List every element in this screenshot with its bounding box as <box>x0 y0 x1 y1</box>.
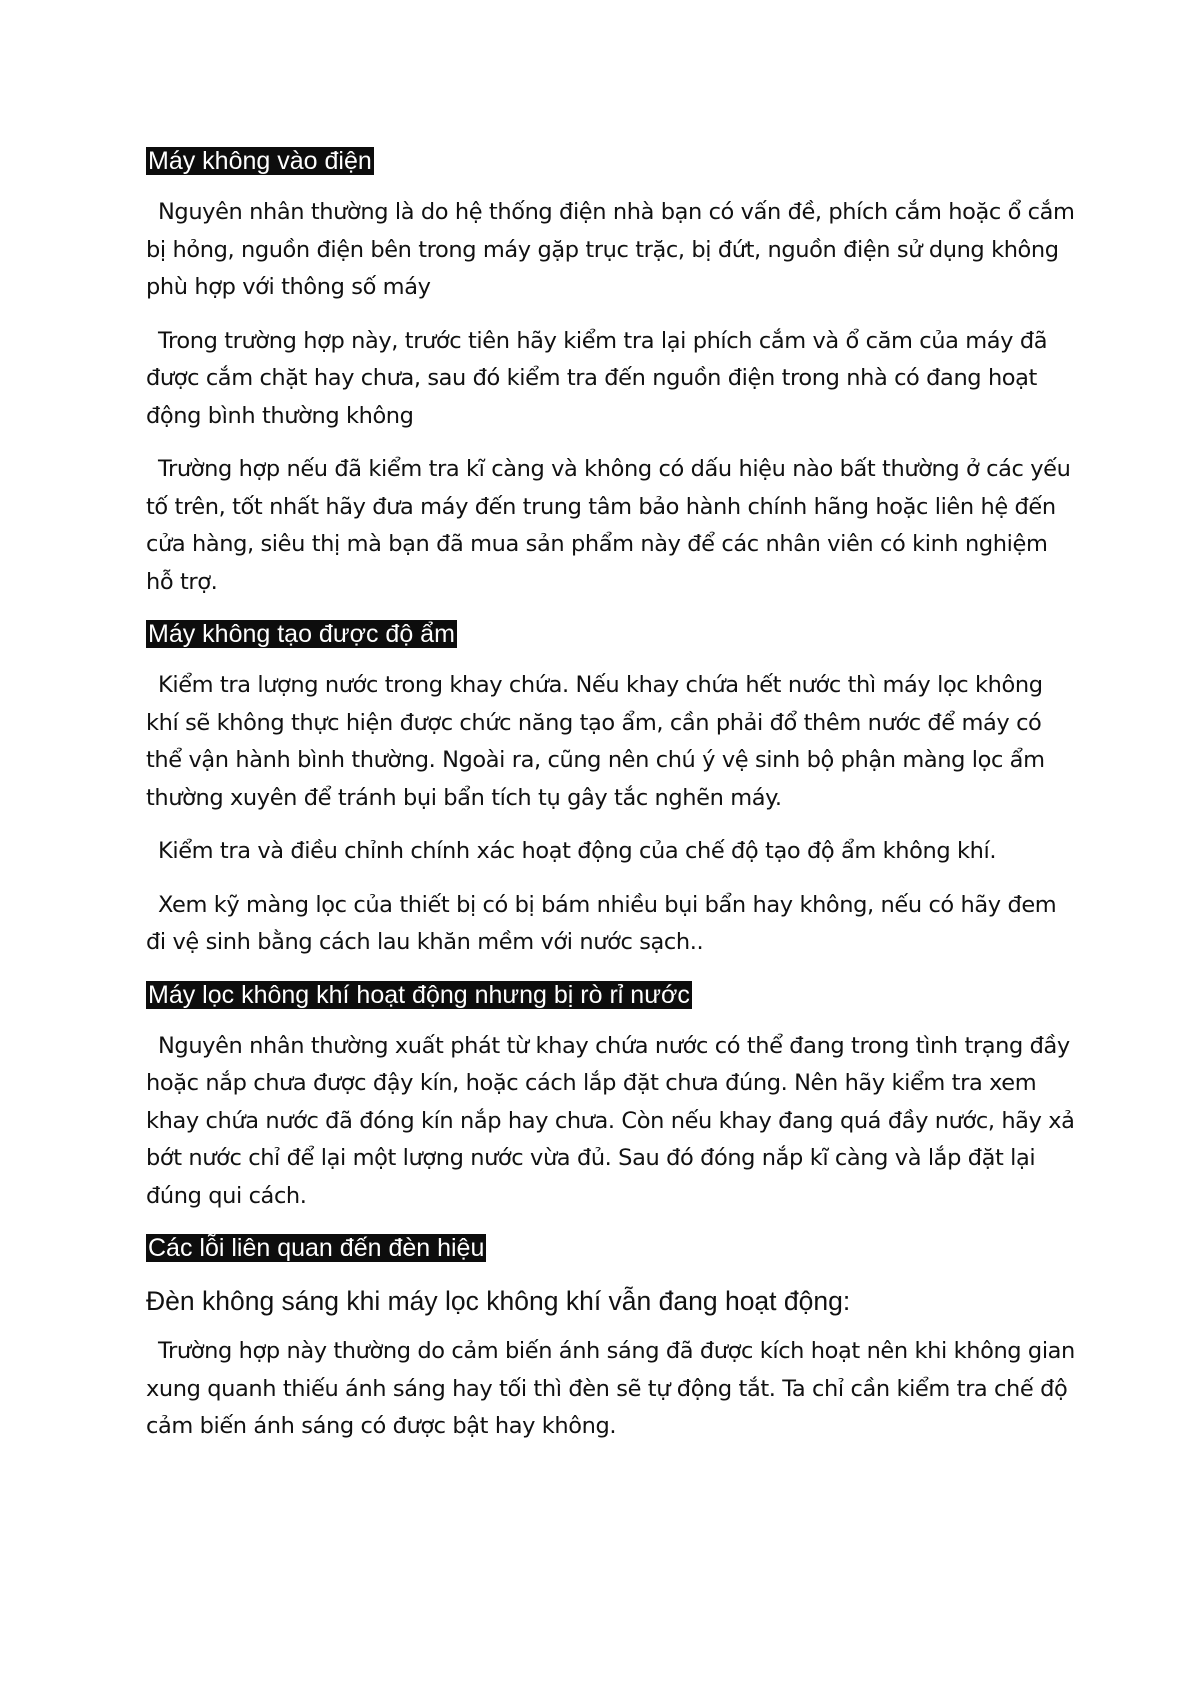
subheading: Đèn không sáng khi máy lọc không khí vẫn đang hoạt động: <box>146 1286 851 1316</box>
paragraph: Trong trường hợp này, trước tiên hãy kiểm tra lại phích cắm và ổ căm của máy đã được cắm chặt hay chưa, sau đó kiểm tra đến nguồn điện trong nhà có đang hoạt động bình thường không <box>146 327 1048 429</box>
paragraph: Nguyên nhân thường là do hệ thống điện nhà bạn có vấn đề, phích cắm hoặc ổ cắm bị hỏng, nguồn điện bên trong máy gặp trục trặc, bị đứt, nguồn điện sử dụng không phù hợp với thông số máy <box>146 199 1075 300</box>
section-heading-label: Máy không vào điện <box>148 147 372 175</box>
paragraph: Kiểm tra và điều chỉnh chính xác hoạt động của chế độ tạo độ ẩm không khí. <box>158 838 997 864</box>
section-heading-indicator-lights <box>146 1231 1076 1269</box>
section-heading-label: Máy không tạo được độ ẩm <box>148 620 455 648</box>
paragraph: Nguyên nhân thường xuất phát từ khay chứa nước có thể đang trong tình trạng đầy hoặc nắp chưa được đậy kín, hoặc cách lắp đặt chưa đúng. Nên hãy kiểm tra xem khay chứa nước đã đóng kín nắp hay chưa. Còn nếu khay đang quá đầy nước, hãy xả bớt nước chỉ để lại một lượng nước vừa đủ. Sau đó đóng nắp kĩ càng và lắp đặt lại đúng qui cách. <box>146 1032 1075 1209</box>
document-body <box>146 144 1076 1462</box>
section-heading-label: Các lỗi liên quan đến đèn hiệu <box>148 1234 485 1262</box>
section-heading-humidity <box>146 617 1076 655</box>
section-heading-leak <box>146 978 1076 1016</box>
paragraph: Trường hợp này thường do cảm biến ánh sáng đã được kích hoạt nên khi không gian xung quanh thiếu ánh sáng hay tối thì đèn sẽ tự động tắt. Ta chỉ cần kiểm tra chế độ cảm biến ánh sáng có được bật hay không. <box>146 1338 1075 1439</box>
section-heading-label: Máy lọc không khí hoạt động nhưng bị rò rỉ nước <box>148 980 690 1009</box>
section-heading-power <box>146 144 1076 182</box>
paragraph: Kiểm tra lượng nước trong khay chứa. Nếu khay chứa hết nước thì máy lọc không khí sẽ không thực hiện được chức năng tạo ẩm, cần phải đổ thêm nước để máy có thể vận hành bình thường. Ngoài ra, cũng nên chú ý vệ sinh bộ phận màng lọc ẩm thường xuyên để tránh bụi bẩn tích tụ gây tắc nghẽn máy. <box>146 672 1045 811</box>
paragraph: Xem kỹ màng lọc của thiết bị có bị bám nhiều bụi bẩn hay không, nếu có hãy đem đi vệ sinh bằng cách lau khăn mềm với nước sạch.. <box>146 891 1057 955</box>
paragraph: Trường hợp nếu đã kiểm tra kĩ càng và không có dấu hiệu nào bất thường ở các yếu tố trên, tốt nhất hãy đưa máy đến trung tâm bảo hành chính hãng hoặc liên hệ đến cửa hàng, siêu thị mà bạn đã mua sản phẩm này để các nhân viên có kinh nghiệm hỗ trợ. <box>146 456 1071 595</box>
